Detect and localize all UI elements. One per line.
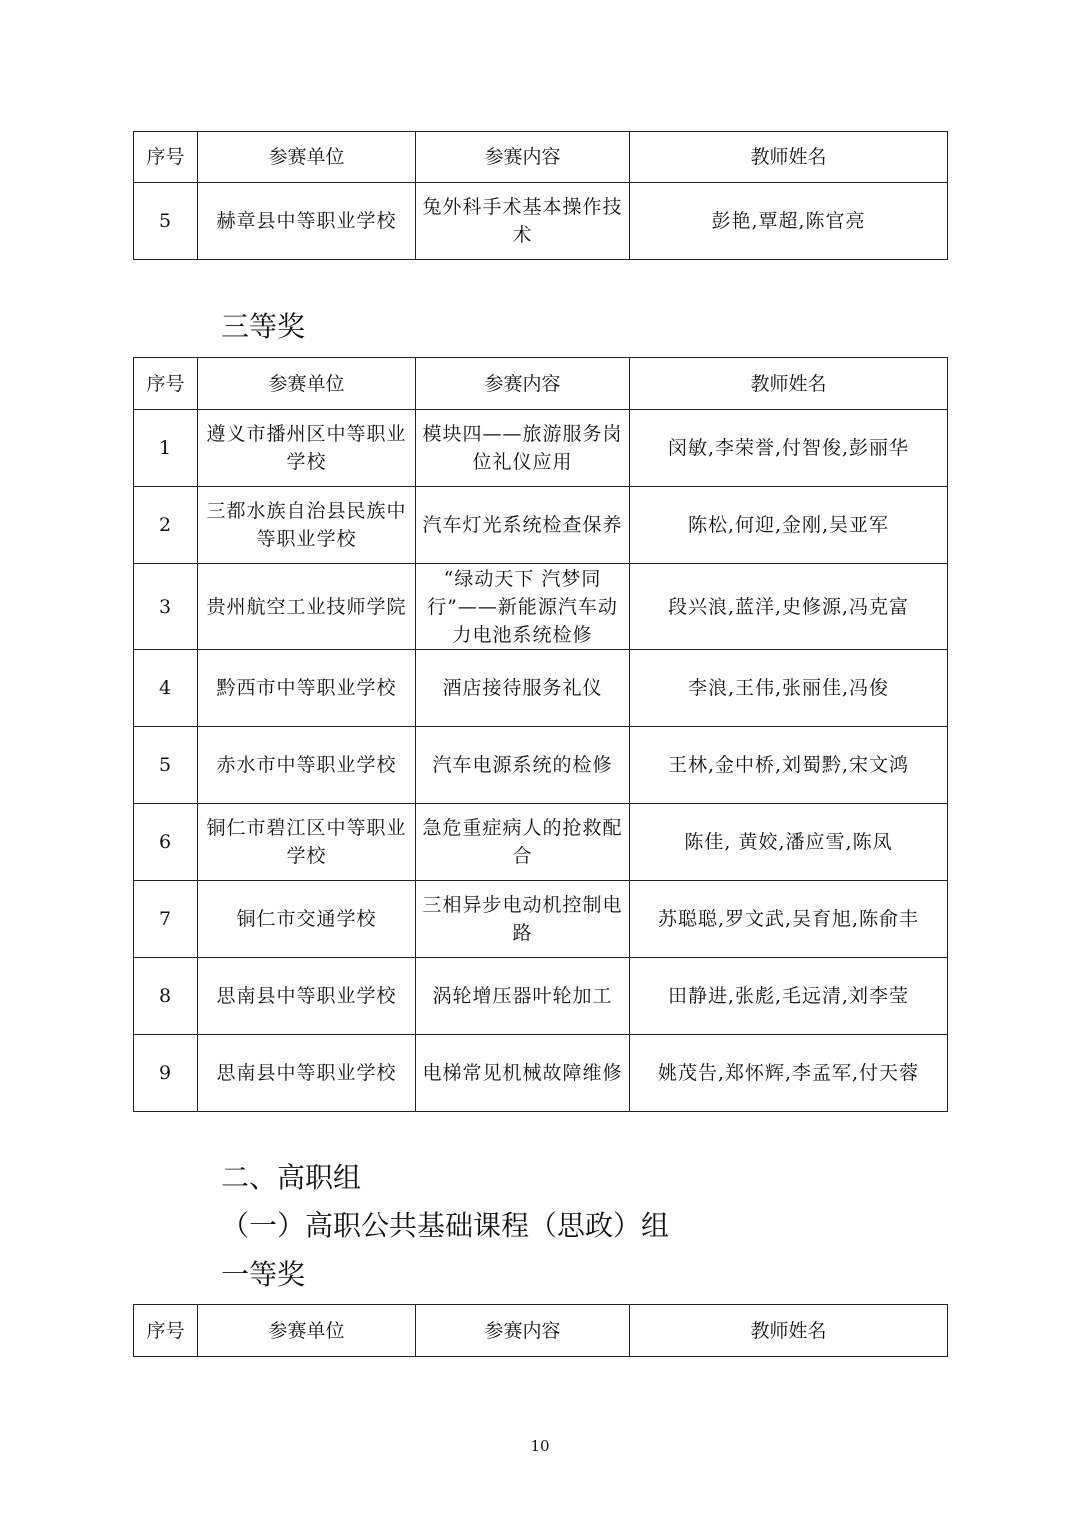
cell-no: 2 (134, 487, 198, 564)
cell-unit: 黔西市中等职业学校 (198, 650, 416, 727)
table-row (134, 881, 948, 958)
cell-no: 5 (134, 183, 198, 260)
page-number: 10 (530, 1437, 550, 1455)
cell-unit: 三都水族自治县民族中等职业学校 (198, 487, 416, 564)
third-prize-table (133, 357, 948, 1112)
cell-teachers: 苏聪聪,罗文武,吴育旭,陈俞丰 (630, 881, 948, 958)
cell-unit: 遵义市播州区中等职业学校 (198, 410, 416, 487)
cell-unit: 思南县中等职业学校 (198, 958, 416, 1035)
first-prize-table (133, 1304, 948, 1357)
cell-teachers: 彭艳,覃超,陈官亮 (630, 183, 948, 260)
table-header-row (134, 132, 948, 183)
cell-teachers: 田静进,张彪,毛远清,刘李莹 (630, 958, 948, 1035)
header-teachers: 教师姓名 (630, 358, 948, 410)
cell-no: 4 (134, 650, 198, 727)
cell-teachers: 姚茂告,郑怀辉,李孟军,付天蓉 (630, 1035, 948, 1112)
table-header-row (134, 1305, 948, 1357)
table-row (134, 410, 948, 487)
cell-content: 三相异步电动机控制电路 (416, 881, 630, 958)
cell-content: 酒店接待服务礼仪 (416, 650, 630, 727)
header-content: 参赛内容 (416, 1305, 630, 1357)
header-unit: 参赛单位 (198, 1305, 416, 1357)
third-prize-heading: 三等奖 (221, 310, 306, 343)
table-row (134, 650, 948, 727)
table-row (134, 727, 948, 804)
cell-no: 1 (134, 410, 198, 487)
cell-unit: 铜仁市碧江区中等职业学校 (198, 804, 416, 881)
table-row (134, 958, 948, 1035)
header-no: 序号 (134, 132, 198, 183)
cell-content: 模块四——旅游服务岗位礼仪应用 (416, 410, 630, 487)
cell-teachers: 段兴浪,蓝洋,史修源,冯克富 (630, 564, 948, 650)
header-no: 序号 (134, 1305, 198, 1357)
first-prize-heading: 一等奖 (221, 1258, 306, 1291)
cell-content: 兔外科手术基本操作技术 (416, 183, 630, 260)
cell-no: 9 (134, 1035, 198, 1112)
cell-unit: 思南县中等职业学校 (198, 1035, 416, 1112)
header-unit: 参赛单位 (198, 132, 416, 183)
cell-unit: 贵州航空工业技师学院 (198, 564, 416, 650)
subsection-heading: （一）高职公共基础课程（思政）组 (221, 1209, 670, 1242)
table-row (134, 487, 948, 564)
section-heading: 二、高职组 (221, 1161, 362, 1194)
cell-content: 汽车灯光系统检查保养 (416, 487, 630, 564)
table-row (134, 804, 948, 881)
table-row (134, 564, 948, 650)
cell-no: 6 (134, 804, 198, 881)
header-teachers: 教师姓名 (630, 1305, 948, 1357)
table-header-row (134, 358, 948, 410)
cell-unit: 赤水市中等职业学校 (198, 727, 416, 804)
header-content: 参赛内容 (416, 132, 630, 183)
cell-content: 涡轮增压器叶轮加工 (416, 958, 630, 1035)
cell-teachers: 王林,金中桥,刘蜀黔,宋文鸿 (630, 727, 948, 804)
cell-teachers: 陈佳, 黄姣,潘应雪,陈凤 (630, 804, 948, 881)
cell-unit: 铜仁市交通学校 (198, 881, 416, 958)
cell-no: 7 (134, 881, 198, 958)
header-content: 参赛内容 (416, 358, 630, 410)
table-row (134, 183, 948, 260)
cell-content: 急危重症病人的抢救配合 (416, 804, 630, 881)
table-row (134, 1035, 948, 1112)
cell-unit: 赫章县中等职业学校 (198, 183, 416, 260)
header-unit: 参赛单位 (198, 358, 416, 410)
cell-content: “绿动天下 汽梦同行”——新能源汽车动力电池系统检修 (416, 564, 630, 650)
cell-no: 5 (134, 727, 198, 804)
cell-teachers: 陈松,何迎,金刚,吴亚军 (630, 487, 948, 564)
cell-teachers: 闵敏,李荣誉,付智俊,彭丽华 (630, 410, 948, 487)
header-no: 序号 (134, 358, 198, 410)
award-table-continued (133, 131, 948, 260)
cell-content: 电梯常见机械故障维修 (416, 1035, 630, 1112)
cell-no: 8 (134, 958, 198, 1035)
cell-no: 3 (134, 564, 198, 650)
cell-content: 汽车电源系统的检修 (416, 727, 630, 804)
cell-teachers: 李浪,王伟,张丽佳,冯俊 (630, 650, 948, 727)
header-teachers: 教师姓名 (630, 132, 948, 183)
